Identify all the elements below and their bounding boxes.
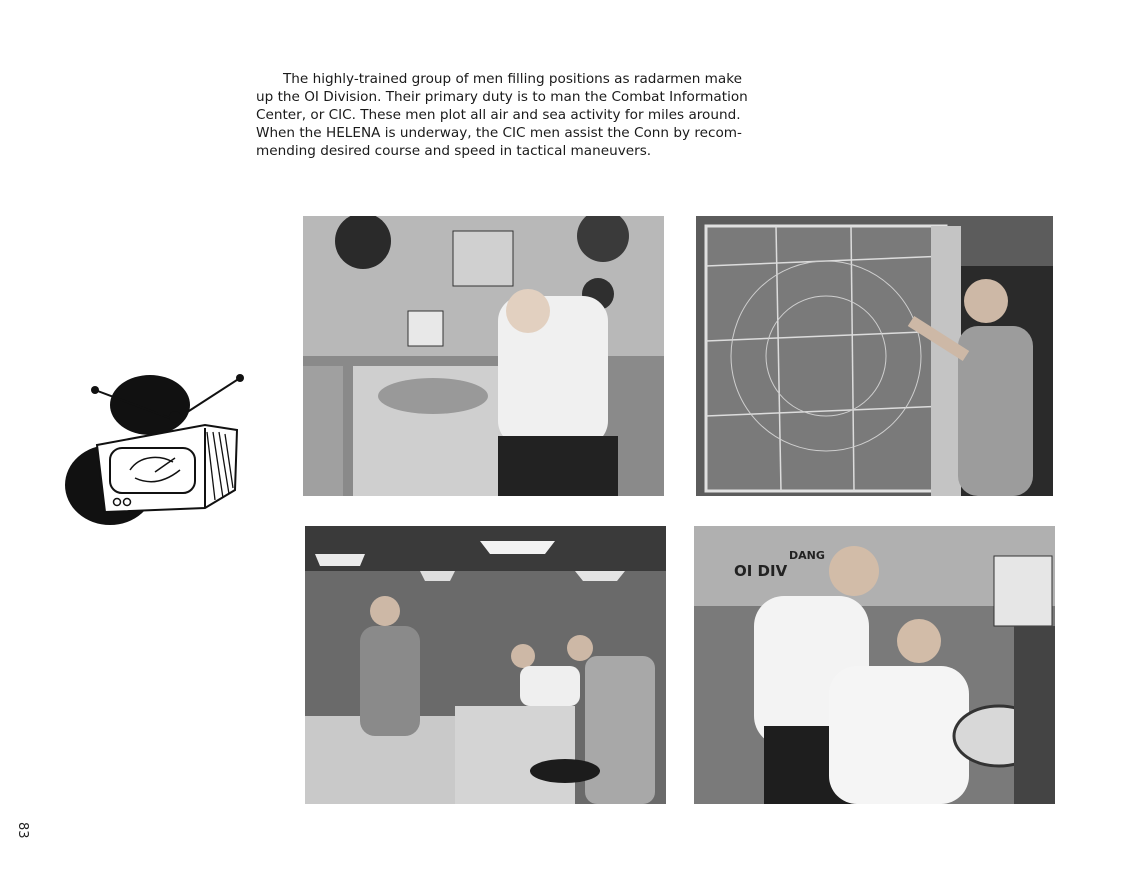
sign-danger: DANG bbox=[789, 549, 825, 562]
photo-plotting-board bbox=[696, 216, 1053, 496]
intro-paragraph bbox=[256, 70, 776, 160]
intro-line: mending desired course and speed in tactical maneuvers. bbox=[256, 143, 652, 159]
photo-radarman-scope bbox=[303, 216, 664, 496]
intro-line: up the OI Division. Their primary duty is to man the Combat Information bbox=[256, 89, 748, 105]
page-number: 83 bbox=[15, 822, 30, 839]
intro-line: The highly-trained group of men filling positions as radarmen make bbox=[283, 71, 742, 87]
photo-cic-room bbox=[305, 526, 666, 804]
intro-line: When the HELENA is underway, the CIC men assist the Conn by recom- bbox=[256, 125, 742, 141]
intro-line: Center, or CIC. These men plot all air and sea activity for miles around. bbox=[256, 107, 741, 123]
sign-oi-div: OI DIV bbox=[734, 562, 788, 580]
photo-two-radarmen bbox=[694, 526, 1055, 804]
tv-cartoon-illustration bbox=[55, 360, 255, 540]
